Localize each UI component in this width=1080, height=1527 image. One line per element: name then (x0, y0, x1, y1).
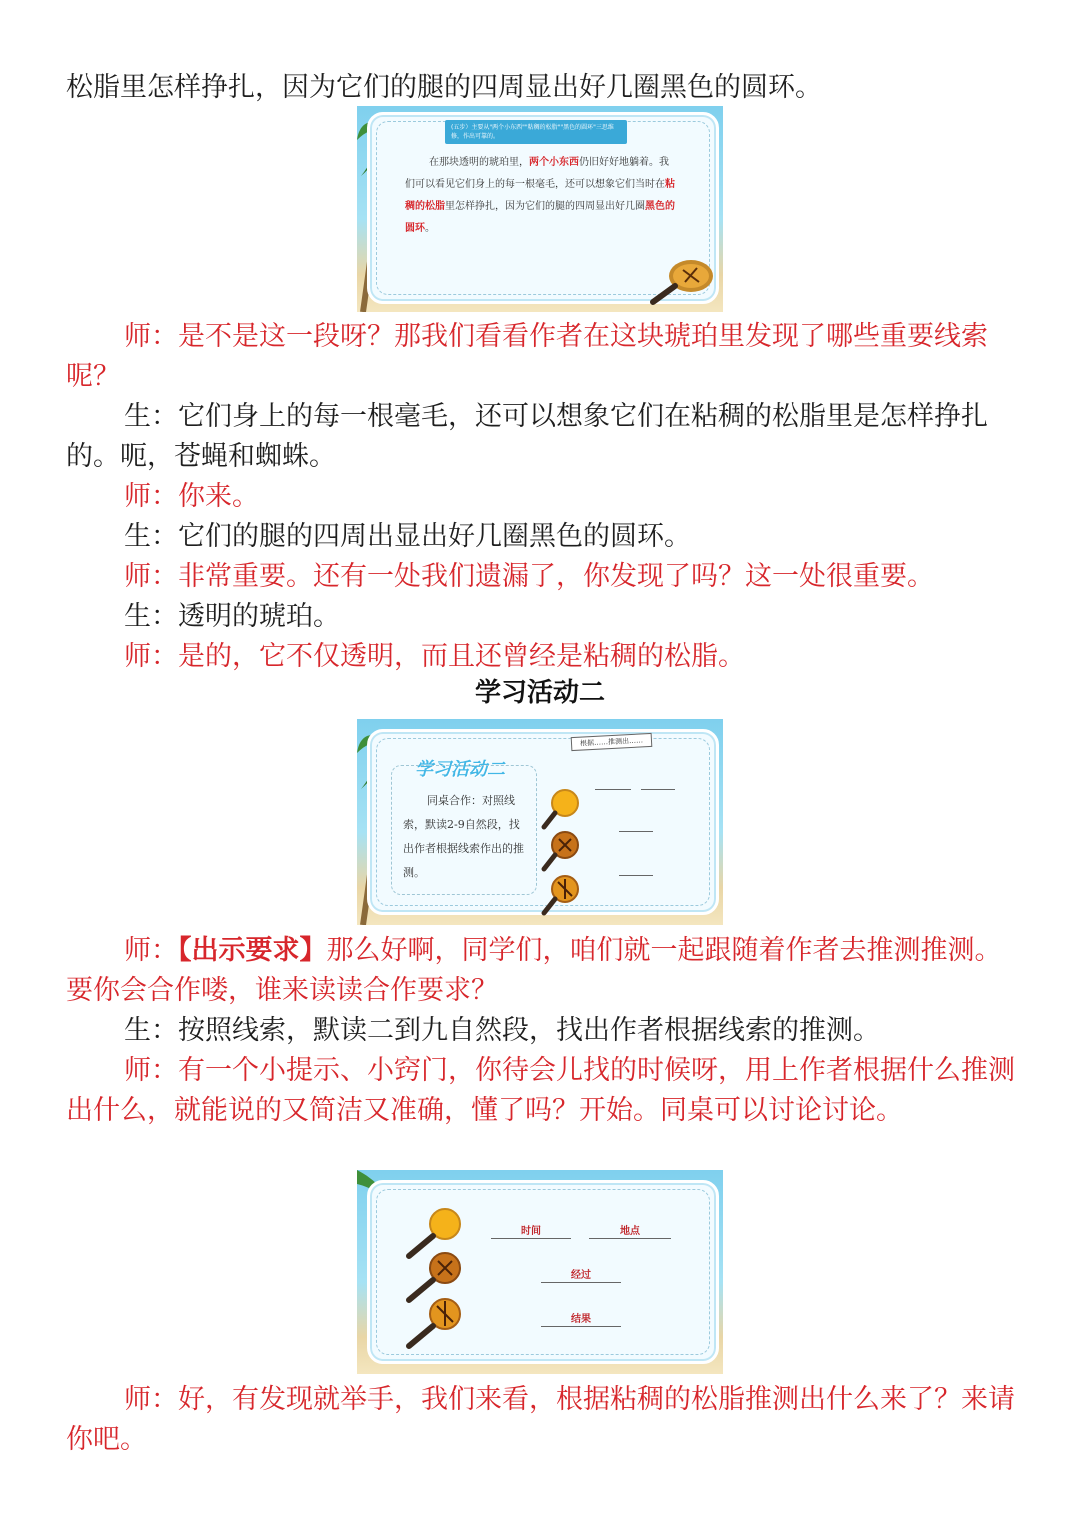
amber-magnifier-icon (541, 829, 581, 873)
answer-blank (589, 1238, 671, 1239)
activity-instructions: 同桌合作：对照线索，默读2-9自然段，找出作者根据线索作出的推测。 (403, 794, 524, 879)
student-line: 生：它们的腿的四周出显出好几圈黑色的圆环。 (124, 521, 691, 552)
amber-magnifier-icon (649, 256, 719, 306)
slide-activity-title: 学习活动二 (415, 759, 505, 780)
teacher-line: 师：有一个小提示、小窍门，你待会儿找的时候呀，用上作者根据什么推测出什么，就能说的又简洁又准确，懂了吗？开始。同桌可以讨论讨论。 (66, 1055, 1015, 1126)
teacher-line: 师：你来。 (124, 481, 259, 512)
answer-blank (541, 1282, 621, 1283)
amber-magnifier-icon (541, 873, 581, 917)
slide-activity-two (357, 719, 723, 925)
answer-blank (619, 875, 653, 876)
clue-label-time: 时间 (521, 1226, 541, 1237)
section-heading: 学习活动二 (474, 678, 605, 708)
slide-clue-chart (357, 1170, 723, 1374)
amber-magnifier-icon (541, 787, 581, 831)
answer-blank (641, 789, 675, 790)
clue-label-result: 结果 (571, 1314, 591, 1325)
text-line-continuation: 松脂里怎样挣扎，因为它们的腿的四周显出好几圈黑色的圆环。 (66, 72, 822, 103)
student-line: 生：它们身上的每一根毫毛，还可以想象它们在粘稠的松脂里是怎样挣扎的。呃，苍蝇和蜘蛛。 (66, 401, 988, 472)
student-line: 生：透明的琥珀。 (124, 601, 340, 632)
teacher-line: 师：是的，它不仅透明，而且还曾经是粘稠的松脂。 (124, 641, 745, 672)
teacher-line: 师：是不是这一段呀？那我们看看作者在这块琥珀里发现了哪些重要线索呢？ (66, 321, 988, 392)
answer-blank (619, 831, 653, 832)
slide-amber-passage (357, 106, 723, 312)
teacher-line: 师：好，有发现就举手，我们来看，根据粘稠的松脂推测出什么来了？来请你吧。 (66, 1384, 1015, 1455)
slide-tab-label: 根据……推测出…… (571, 733, 653, 751)
answer-blank (595, 789, 631, 790)
slide-banner: (五步）主要从"两个小东西""粘稠的松脂""黑色的圆环"三思维修，作出可靠的。 (445, 120, 627, 144)
teacher-line: 师：【出示要求】那么好啊，同学们，咱们就一起跟随着作者去推测推测。要你会合作喽，谁来读读合作要求？ (66, 935, 1002, 1006)
clue-label-process: 经过 (571, 1270, 591, 1281)
student-line: 生：按照线索，默读二到九自然段，找出作者根据线索的推测。 (124, 1015, 880, 1046)
slide-passage-text: 在那块透明的琥珀里，两个小东西仍旧好好地躺着。我们可以看见它们身上的每一根毫毛，还可以想象它们当时在粘稠的松脂里怎样挣扎，因为它们的腿的四周显出好几圈黑色的圆环。 (405, 157, 675, 234)
clue-label-place: 地点 (620, 1226, 640, 1237)
answer-blank (491, 1238, 571, 1239)
answer-blank (541, 1326, 621, 1327)
amber-magnifier-icon (403, 1296, 467, 1350)
teacher-line: 师：非常重要。还有一处我们遗漏了，你发现了吗？这一处很重要。 (124, 561, 934, 592)
